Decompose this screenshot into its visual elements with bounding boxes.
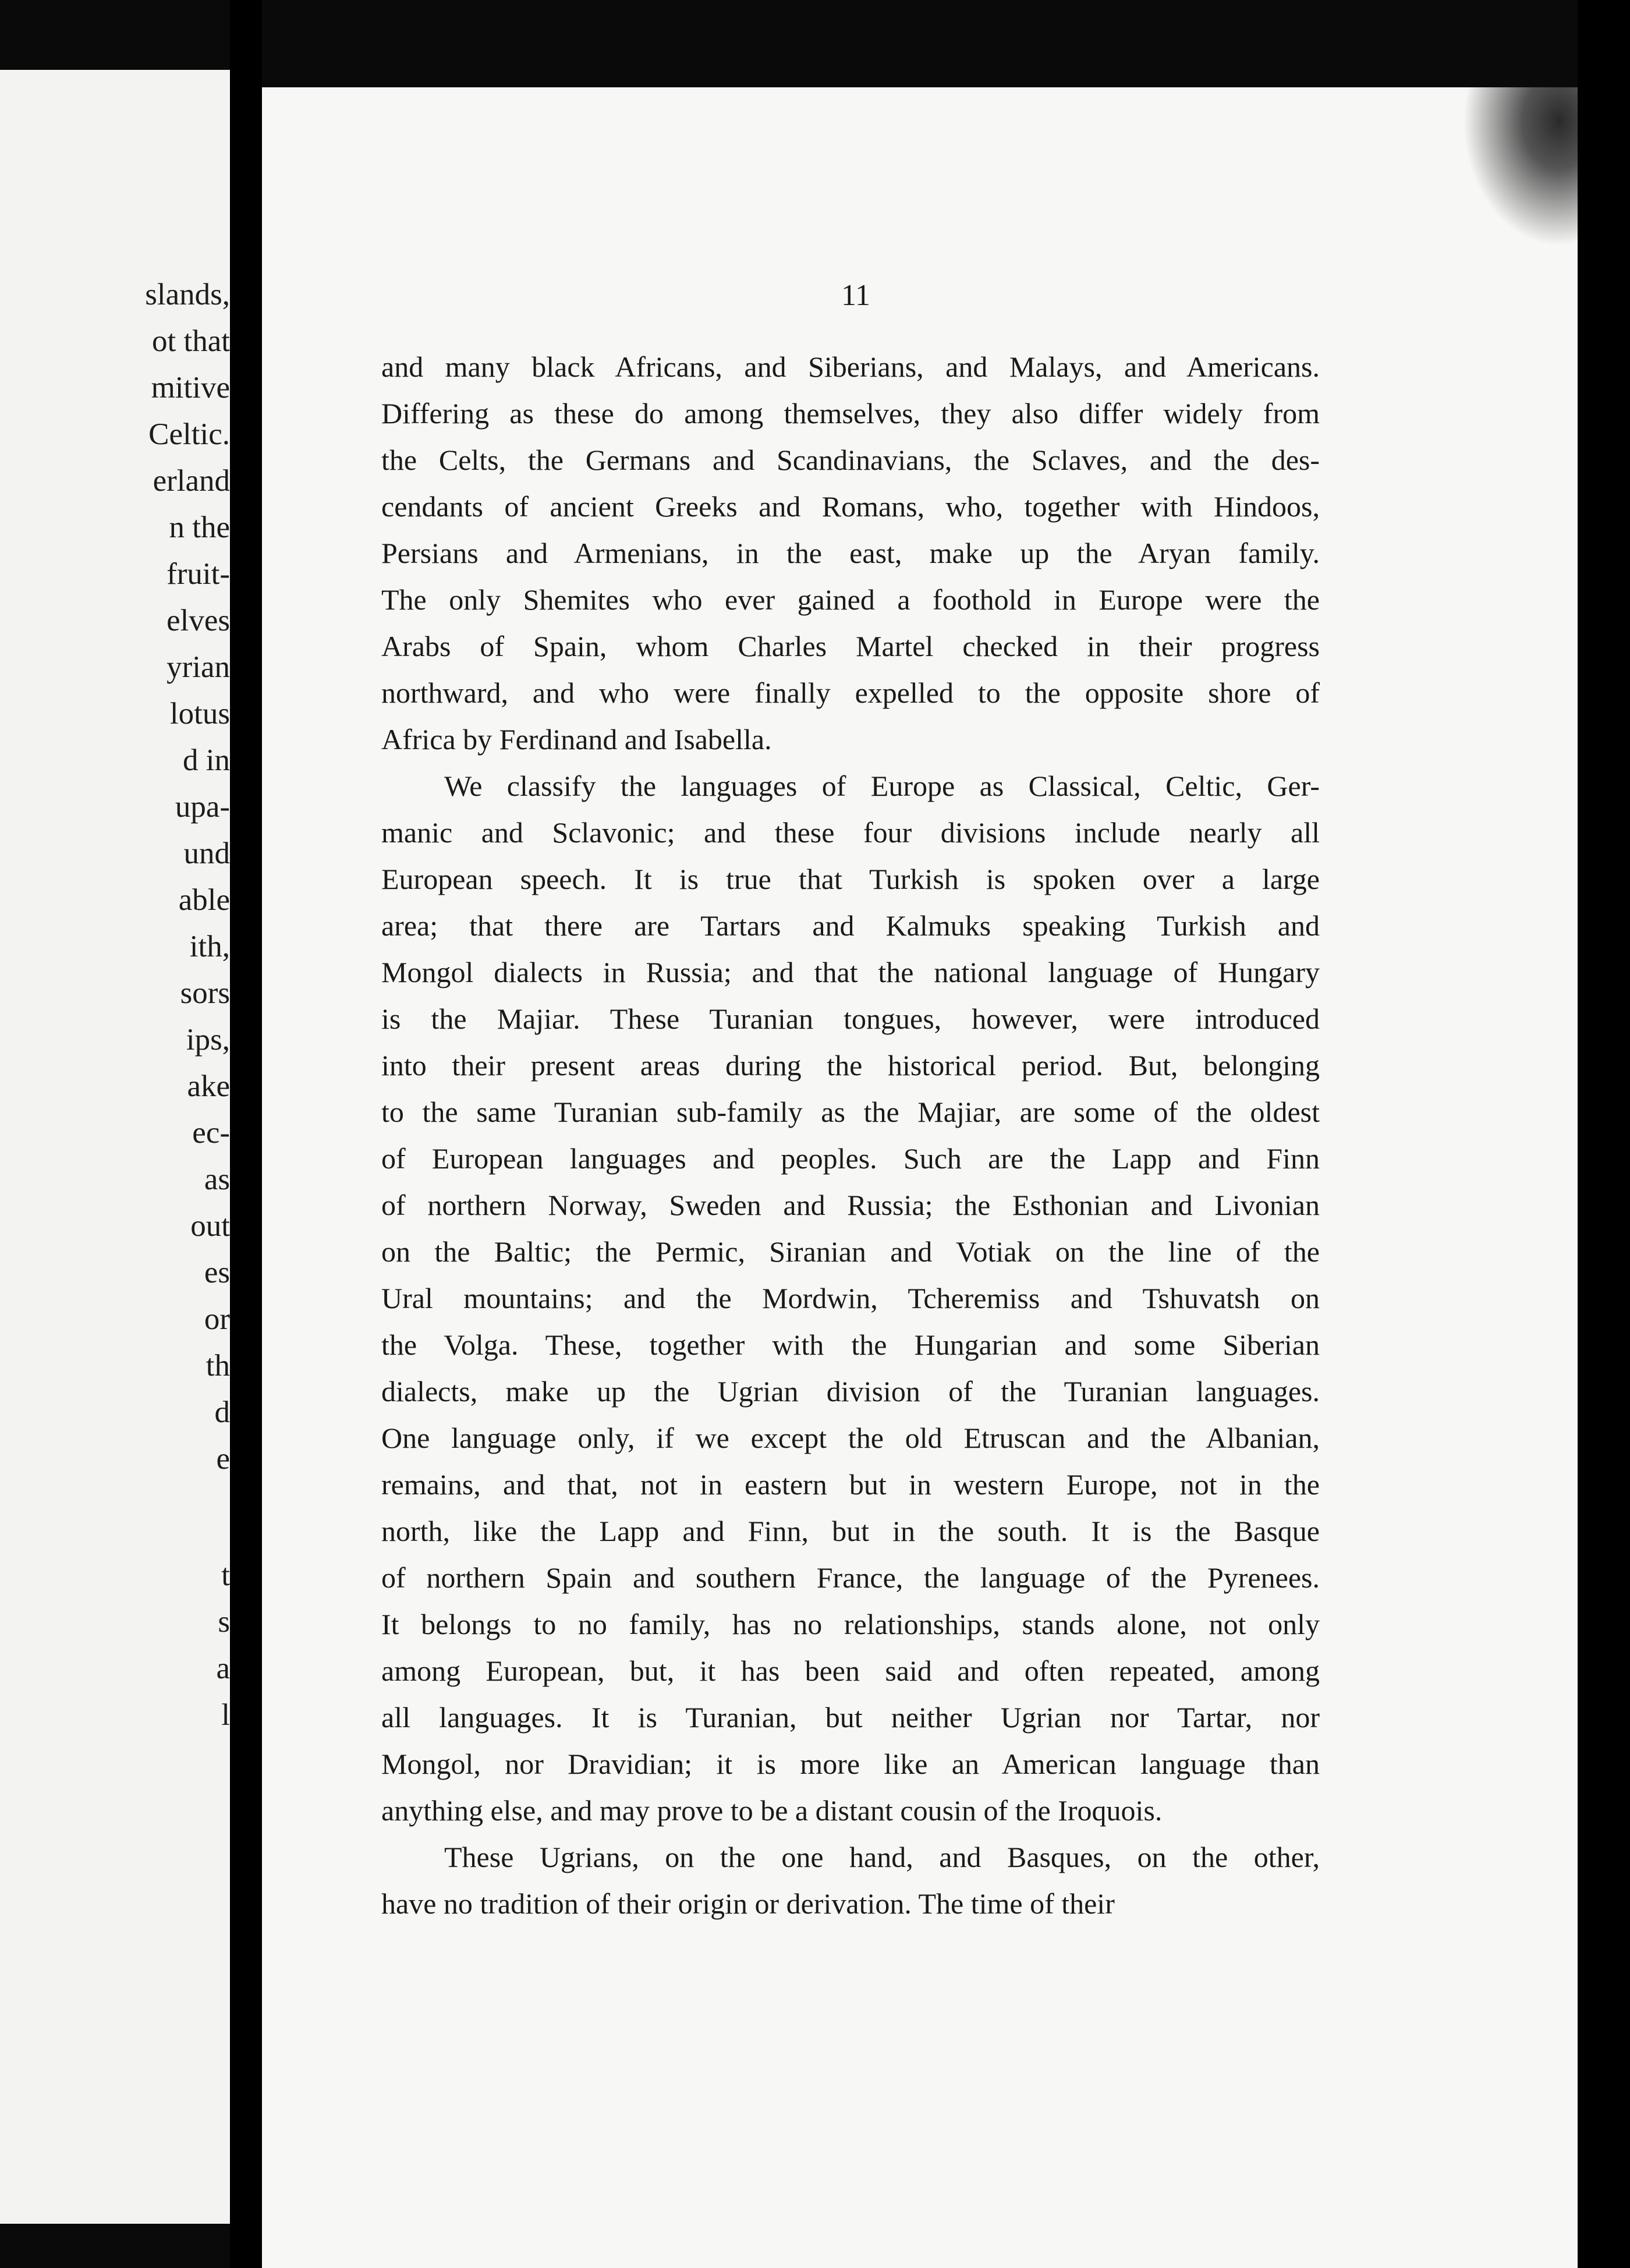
text-line: area; that there are Tartars and Kalmuks speaking Turkish and bbox=[381, 909, 1320, 942]
book-gutter bbox=[230, 0, 262, 2268]
left-page-fragment: ips, bbox=[186, 1023, 230, 1057]
left-page-fragment: out bbox=[190, 1209, 230, 1243]
text-line: Arabs of Spain, whom Charles Martel checked in their progress bbox=[381, 630, 1320, 662]
text-line: of northern Spain and southern France, the language of the Pyrenees. bbox=[381, 1561, 1320, 1594]
left-page-fragment: th bbox=[205, 1349, 230, 1383]
text-line: all languages. It is Turanian, but neither Ugrian nor Tartar, nor bbox=[381, 1701, 1320, 1734]
left-page-edge bbox=[0, 70, 230, 2224]
text-line: north, like the Lapp and Finn, but in the south. It is the Basque bbox=[381, 1515, 1320, 1547]
left-page-fragment: es bbox=[204, 1256, 230, 1289]
text-line: It belongs to no family, has no relationships, stands alone, not only bbox=[381, 1608, 1320, 1640]
text-line: remains, and that, not in eastern but in western Europe, not in the bbox=[381, 1468, 1320, 1501]
left-page-fragment: fruit- bbox=[166, 557, 230, 591]
text-line: of European languages and peoples. Such are the Lapp and Finn bbox=[381, 1142, 1320, 1175]
text-line: These Ugrians, on the one hand, and Basques, on the other, bbox=[444, 1841, 1320, 1873]
text-line: among European, but, it has been said and often repeated, among bbox=[381, 1654, 1320, 1687]
left-page-fragment: lotus bbox=[169, 697, 230, 731]
left-page-fragment: t bbox=[221, 1558, 230, 1592]
left-page-fragment: slands, bbox=[145, 278, 230, 311]
text-line: Persians and Armenians, in the east, make up the Aryan family. bbox=[381, 537, 1320, 569]
left-page-fragment: und bbox=[183, 837, 230, 870]
text-line: Africa by Ferdinand and Isabella. bbox=[381, 723, 772, 756]
left-page-fragment: d bbox=[214, 1395, 230, 1429]
page-number: 11 bbox=[841, 279, 871, 312]
left-page-fragment: erland bbox=[153, 464, 230, 498]
left-page-fragment: ake bbox=[187, 1069, 230, 1103]
text-line: dialects, make up the Ugrian division of the Turanian languages. bbox=[381, 1375, 1320, 1408]
left-page-fragment: n the bbox=[169, 511, 230, 544]
text-line: We classify the languages of Europe as Classical, Celtic, Ger- bbox=[444, 770, 1320, 802]
text-line: anything else, and may prove to be a distant cousin of the Iroquois. bbox=[381, 1794, 1163, 1827]
left-page-fragment: ot that bbox=[152, 324, 230, 358]
left-page-fragment: d in bbox=[183, 743, 230, 777]
text-line: Mongol, nor Dravidian; it is more like an American language than bbox=[381, 1748, 1320, 1780]
text-line: One language only, if we except the old Etruscan and the Albanian, bbox=[381, 1422, 1320, 1454]
text-line: the Celts, the Germans and Scandinavians, the Sclaves, and the des- bbox=[381, 444, 1320, 476]
text-line: into their present areas during the historical period. But, belonging bbox=[381, 1049, 1320, 1082]
text-line: is the Majiar. These Turanian tongues, however, were introduced bbox=[381, 1002, 1320, 1035]
text-line: European speech. It is true that Turkish is spoken over a large bbox=[381, 863, 1320, 895]
corner-damage bbox=[1455, 87, 1578, 256]
text-line: cendants of ancient Greeks and Romans, who, together with Hindoos, bbox=[381, 490, 1320, 523]
text-line: and many black Africans, and Siberians, and Malays, and Americans. bbox=[381, 350, 1320, 383]
left-page-fragment: Celtic. bbox=[148, 417, 230, 451]
left-page-fragment: as bbox=[204, 1163, 230, 1196]
text-line: Differing as these do among themselves, they also differ widely from bbox=[381, 397, 1320, 430]
text-line: northward, and who were finally expelled to the opposite shore of bbox=[381, 676, 1320, 709]
left-page-fragment: sors bbox=[180, 976, 230, 1010]
left-page-fragment: ith, bbox=[189, 930, 230, 963]
left-page-fragment: mitive bbox=[151, 371, 230, 405]
left-page-fragment: e bbox=[216, 1442, 230, 1476]
left-page-fragment: yrian bbox=[166, 650, 230, 684]
text-line: manic and Sclavonic; and these four divisions include nearly all bbox=[381, 816, 1320, 849]
left-page-fragment: l bbox=[221, 1698, 230, 1732]
text-line: have no tradition of their origin or derivation. The time of their bbox=[381, 1887, 1115, 1920]
left-page-fragment: s bbox=[218, 1605, 230, 1639]
left-page-fragment: upa- bbox=[175, 790, 230, 824]
text-line: to the same Turanian sub-family as the Majiar, are some of the oldest bbox=[381, 1096, 1320, 1128]
text-line: Ural mountains; and the Mordwin, Tcheremiss and Tshuvatsh on bbox=[381, 1282, 1320, 1314]
left-page-text-fragments bbox=[0, 70, 230, 2224]
left-page-fragment: elves bbox=[166, 604, 230, 637]
text-line: Mongol dialects in Russia; and that the national language of Hungary bbox=[381, 956, 1320, 988]
left-page-fragment: able bbox=[178, 883, 230, 917]
text-line: of northern Norway, Sweden and Russia; the Esthonian and Livonian bbox=[381, 1189, 1320, 1221]
left-page-fragment: or bbox=[204, 1302, 230, 1336]
text-line: on the Baltic; the Permic, Siranian and Votiak on the line of the bbox=[381, 1235, 1320, 1268]
page-edge-shadow bbox=[1578, 0, 1630, 2268]
text-line: The only Shemites who ever gained a foothold in Europe were the bbox=[381, 583, 1320, 616]
left-page-fragment: ec- bbox=[192, 1116, 230, 1150]
text-line: the Volga. These, together with the Hungarian and some Siberian bbox=[381, 1328, 1320, 1361]
left-page-fragment: a bbox=[216, 1652, 230, 1685]
